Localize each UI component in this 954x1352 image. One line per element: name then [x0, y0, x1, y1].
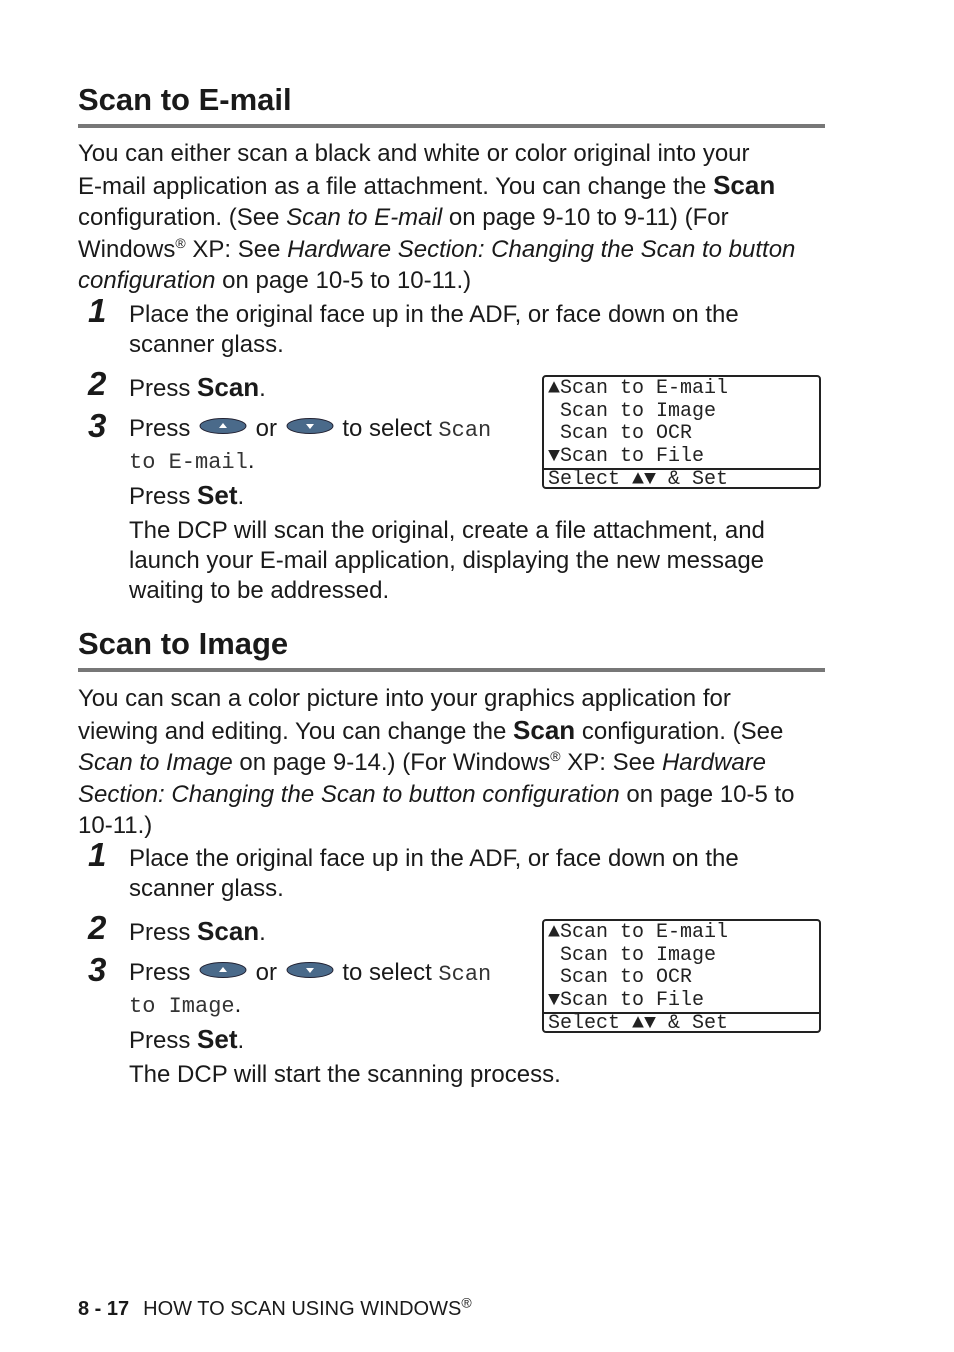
cross-reference: Scan to Image: [78, 749, 233, 776]
intro-line: Section: Changing the Scan to button configuration on page 10-5 to: [78, 780, 795, 808]
step-2-text: Press Scan.: [129, 916, 266, 946]
step-1-text: Place the original face up in the ADF, or face down on the scanner glass.: [129, 301, 739, 358]
press-set-text: Press Set.: [129, 1024, 245, 1054]
intro-line: Scan to Image on page 9-14.) (For Windows® XP: See Hardware: [78, 748, 767, 776]
intro-line: E-mail application as a file attachment. You can change the Scan: [78, 169, 776, 200]
step-number: 3: [88, 407, 107, 444]
footer-chapter-title: HOW TO SCAN USING WINDOWS: [143, 1298, 462, 1320]
section-title-scan-to-image: Scan to Image: [78, 626, 289, 661]
section-rule: [78, 668, 825, 672]
page-footer: 8 - 17 HOW TO SCAN USING WINDOWS®: [78, 1294, 472, 1320]
intro-line: configuration on page 10-5 to 10-11.): [78, 267, 472, 294]
cross-reference: Hardware: [661, 749, 767, 776]
intro-line: You can either scan a black and white or color original into your: [78, 140, 750, 167]
down-arrow-key-icon: [286, 413, 334, 443]
lcd-line: Scan to OCR: [548, 422, 693, 445]
down-arrow-key-icon: [286, 957, 334, 987]
page-number: 8 - 17: [78, 1298, 130, 1320]
intro-line: configuration. (See Scan to E-mail on page 9-10 to 9-11) (For: [78, 204, 729, 231]
step-3-text: Press or to select Scan to Image.: [129, 958, 509, 1022]
up-arrow-key-icon: [199, 413, 247, 443]
lcd-line: Scan to OCR: [548, 966, 693, 989]
lcd-line: Select ▲▼ & Set: [548, 1012, 729, 1035]
intro-paragraph: [78, 138, 828, 297]
step-1-text: Place the original face up in the ADF, or face down on the scanner glass.: [129, 845, 739, 902]
scan-key-ref: Scan: [513, 714, 576, 745]
lcd-line: ▲Scan to E-mail: [548, 921, 729, 944]
step-number: 3: [88, 951, 107, 988]
intro-line: You can scan a color picture into your graphics application for: [78, 685, 731, 712]
step-2-text: Press Scan.: [129, 372, 266, 402]
intro-line: viewing and editing. You can change the Scan configuration. (See: [78, 714, 784, 745]
section-rule: [78, 124, 825, 128]
lcd-line: Scan to Image: [548, 400, 717, 423]
lcd-line: ▼Scan to File: [548, 445, 705, 468]
lcd-line: ▼Scan to File: [548, 989, 705, 1012]
lcd-line: Select ▲▼ & Set: [548, 468, 729, 491]
section-title-scan-to-email: Scan to E-mail: [78, 82, 292, 117]
lcd-display: [542, 919, 821, 1033]
lcd-line: ▲Scan to E-mail: [548, 377, 729, 400]
scan-key-ref: Scan: [713, 169, 776, 200]
cross-reference: Hardware Section: Changing the Scan to button: [287, 235, 796, 263]
result-text: The DCP will start the scanning process.: [129, 1061, 561, 1088]
step-number: 1: [88, 292, 107, 329]
step-number: 2: [88, 365, 107, 402]
intro-line: 10-11.): [78, 812, 153, 839]
cross-reference: Scan to E-mail: [286, 204, 443, 231]
lcd-display: [542, 375, 821, 489]
lcd-line: Scan to Image: [548, 944, 717, 967]
cross-reference: Section: Changing the Scan to button configuration: [78, 780, 620, 808]
press-set-text: Press Set.: [129, 480, 245, 510]
step-number: 2: [88, 909, 107, 946]
intro-line: Windows® XP: See Hardware Section: Changing the Scan to button: [78, 234, 796, 263]
intro-paragraph: [78, 683, 828, 842]
step-number: 1: [88, 836, 107, 873]
cross-reference: configuration: [78, 267, 216, 294]
step-3-text: Press or to select Scan to E-mail.: [129, 414, 509, 478]
up-arrow-key-icon: [199, 957, 247, 987]
result-text: The DCP will scan the original, create a file attachment, and launch your E-mail application, displaying the new message waiting to be addressed.: [129, 517, 765, 604]
